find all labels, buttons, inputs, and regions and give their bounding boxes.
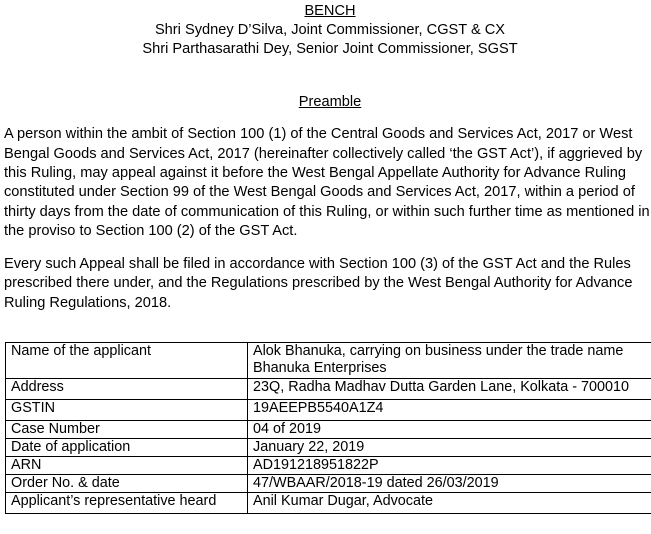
paragraph-1-line: thirty days from the date of communication of this Ruling, or within such further time as mentioned in bbox=[4, 204, 650, 220]
table-row bbox=[6, 421, 651, 439]
table-row bbox=[6, 439, 651, 457]
row-label: Applicant’s representative heard bbox=[6, 493, 248, 514]
table-row bbox=[6, 493, 651, 514]
table-row bbox=[6, 379, 651, 400]
row-value: 19AEEPB5540A1Z4 bbox=[248, 400, 651, 421]
table-row bbox=[6, 475, 651, 493]
paragraph-1-line: A person within the ambit of Section 100 (1) of the Central Goods and Services Act, 2017 or West bbox=[4, 126, 633, 142]
table-row bbox=[6, 343, 651, 379]
preamble-heading: Preamble bbox=[298, 94, 362, 110]
paragraph-2-line: Every such Appeal shall be filed in accordance with Section 100 (3) of the GST Act and the Rules bbox=[4, 256, 631, 272]
table-row bbox=[6, 457, 651, 475]
row-label: Address bbox=[6, 379, 248, 400]
paragraph-2-line: prescribed there under, and the Regulations prescribed by the West Bengal Authority for Advance bbox=[4, 275, 633, 291]
row-label: Name of the applicant bbox=[6, 343, 248, 379]
paragraph-1-line: the proviso to Section 100 (2) of the GST Act. bbox=[4, 223, 298, 239]
row-value: 23Q, Radha Madhav Dutta Garden Lane, Kolkata - 700010 bbox=[248, 379, 651, 400]
row-label: Date of application bbox=[6, 439, 248, 457]
bench-title: BENCH bbox=[304, 3, 356, 19]
row-value: January 22, 2019 bbox=[248, 439, 651, 457]
paragraph-1-line: constituted under Section 99 of the West Bengal Goods and Services Act, 2017, within a period of bbox=[4, 184, 635, 200]
row-value: AD191218951822P bbox=[248, 457, 651, 475]
table-row bbox=[6, 400, 651, 421]
row-label: GSTIN bbox=[6, 400, 248, 421]
row-value: Anil Kumar Dugar, Advocate bbox=[248, 493, 651, 514]
row-value: 47/WBAAR/2018-19 dated 26/03/2019 bbox=[248, 475, 651, 493]
bench-member-2: Shri Parthasarathi Dey, Senior Joint Commissioner, SGST bbox=[142, 41, 518, 57]
paragraph-2-line: Ruling Regulations, 2018. bbox=[4, 295, 172, 311]
row-label: Order No. & date bbox=[6, 475, 248, 493]
row-value: Alok Bhanuka, carrying on business under the trade name Bhanuka Enterprises bbox=[248, 343, 651, 379]
row-value: 04 of 2019 bbox=[248, 421, 651, 439]
paragraph-1-line: this Ruling, may appeal against it before the West Bengal Appellate Authority for Advance Ruling bbox=[4, 165, 626, 181]
applicant-details-table bbox=[5, 342, 651, 514]
row-label: ARN bbox=[6, 457, 248, 475]
row-label: Case Number bbox=[6, 421, 248, 439]
bench-member-1: Shri Sydney D’Silva, Joint Commissioner, CGST & CX bbox=[154, 22, 506, 38]
paragraph-1-line: Bengal Goods and Services Act, 2017 (hereinafter collectively called ‘the GST Act’), if aggrieved by bbox=[4, 146, 643, 162]
